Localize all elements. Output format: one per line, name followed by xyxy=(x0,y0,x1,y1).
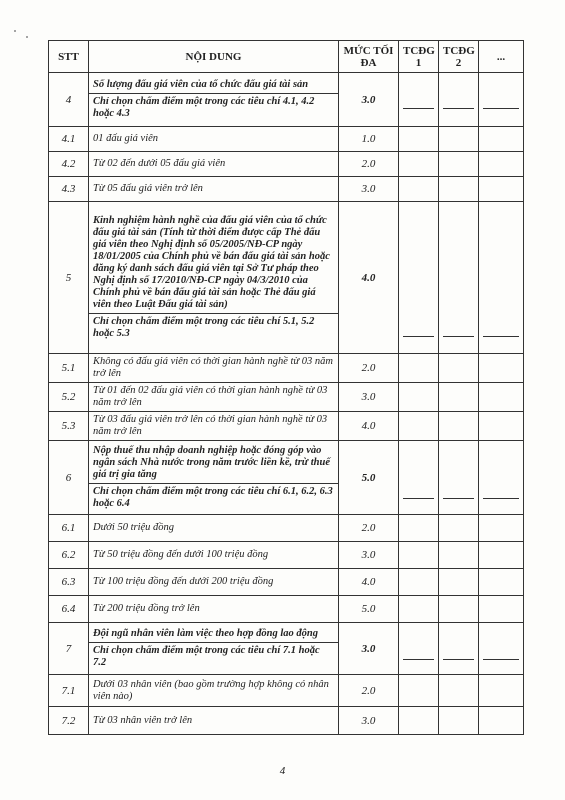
row-max-score: 4.0 xyxy=(339,569,399,596)
row-stt: 4.3 xyxy=(49,177,89,202)
row-content: Từ 01 đến 02 đấu giá viên có thời gian hành nghề từ 03 năm trở lên xyxy=(89,383,339,412)
row-content xyxy=(89,202,339,354)
table-row xyxy=(49,515,524,542)
row-content: Từ 100 triệu đồng đến dưới 200 triệu đồng xyxy=(89,569,339,596)
table-row xyxy=(49,441,524,515)
header-tcdg-2: TCĐG 2 xyxy=(439,41,479,73)
table-row xyxy=(49,596,524,623)
row-stt: 4.1 xyxy=(49,127,89,152)
row-stt: 7.1 xyxy=(49,675,89,707)
row-stt: 7 xyxy=(49,623,89,675)
table-header-row xyxy=(49,41,524,73)
criterion-note: Chỉ chọn chấm điểm một trong các tiêu chí 7.1 hoặc 7.2 xyxy=(93,645,320,668)
row-content: Dưới 03 nhân viên (bao gồm trường hợp không có nhân viên nào) xyxy=(89,675,339,707)
row-content: Từ 03 đấu giá viên trở lên có thời gian hành nghề từ 03 năm trở lên xyxy=(89,412,339,441)
table-row xyxy=(49,73,524,127)
row-stt: 5.2 xyxy=(49,383,89,412)
page-number: 4 xyxy=(279,765,286,777)
row-max-score: 4.0 xyxy=(339,412,399,441)
row-content xyxy=(89,623,339,675)
more-cell xyxy=(479,73,524,127)
header-max-score: MỨC TỐI ĐA xyxy=(339,41,399,73)
row-content: Từ 03 nhân viên trở lên xyxy=(89,707,339,735)
row-max-score: 2.0 xyxy=(339,515,399,542)
table-row xyxy=(49,383,524,412)
tcdg2-cell xyxy=(439,441,479,515)
tcdg1-cell xyxy=(399,202,439,354)
row-stt: 5 xyxy=(49,202,89,354)
table-row xyxy=(49,707,524,735)
row-content: 01 đấu giá viên xyxy=(89,127,339,152)
row-max-score: 3.0 xyxy=(339,623,399,675)
row-max-score: 1.0 xyxy=(339,127,399,152)
table-row xyxy=(49,202,524,354)
criterion-title: Số lượng đấu giá viên của tổ chức đấu giá tài sản xyxy=(89,77,338,94)
table-row xyxy=(49,542,524,569)
row-stt: 6.2 xyxy=(49,542,89,569)
more-cell xyxy=(479,623,524,675)
row-max-score: 5.0 xyxy=(339,596,399,623)
tcdg1-cell xyxy=(399,441,439,515)
criterion-note: Chỉ chọn chấm điểm một trong các tiêu chí 6.1, 6.2, 6.3 hoặc 6.4 xyxy=(93,486,333,509)
scan-artifact-dot xyxy=(14,30,16,32)
tcdg2-cell xyxy=(439,202,479,354)
table-row xyxy=(49,412,524,441)
row-max-score: 4.0 xyxy=(339,202,399,354)
row-stt: 5.1 xyxy=(49,354,89,383)
tcdg1-cell xyxy=(399,73,439,127)
row-stt: 6.1 xyxy=(49,515,89,542)
row-content: Không có đấu giá viên có thời gian hành nghề từ 03 năm trở lên xyxy=(89,354,339,383)
table-row xyxy=(49,623,524,675)
header-tcdg-1: TCĐG 1 xyxy=(399,41,439,73)
table-row xyxy=(49,675,524,707)
table-row xyxy=(49,569,524,596)
row-content: Dưới 50 triệu đồng xyxy=(89,515,339,542)
row-content xyxy=(89,73,339,127)
row-max-score: 3.0 xyxy=(339,383,399,412)
row-max-score: 2.0 xyxy=(339,152,399,177)
criterion-title: Đội ngũ nhân viên làm việc theo hợp đồng lao động xyxy=(89,626,338,643)
scan-artifact-dot xyxy=(26,36,28,38)
header-more: ... xyxy=(479,41,524,73)
criterion-title: Nộp thuế thu nhập doanh nghiệp hoặc đóng góp vào ngân sách Nhà nước trong năm trước liền kề, trừ thuế giá trị gia tăng xyxy=(89,443,338,484)
row-max-score: 2.0 xyxy=(339,675,399,707)
more-cell xyxy=(479,202,524,354)
row-stt: 6 xyxy=(49,441,89,515)
row-max-score: 2.0 xyxy=(339,354,399,383)
more-cell xyxy=(479,441,524,515)
row-content: Từ 50 triệu đồng đến dưới 100 triệu đồng xyxy=(89,542,339,569)
tcdg2-cell xyxy=(439,73,479,127)
row-max-score: 5.0 xyxy=(339,441,399,515)
table-row xyxy=(49,152,524,177)
criterion-note: Chỉ chọn chấm điểm một trong các tiêu chí 4.1, 4.2 hoặc 4.3 xyxy=(93,96,315,119)
criterion-note: Chỉ chọn chấm điểm một trong các tiêu chí 5.1, 5.2 hoặc 5.3 xyxy=(93,316,315,339)
row-stt: 6.3 xyxy=(49,569,89,596)
row-content: Từ 05 đấu giá viên trở lên xyxy=(89,177,339,202)
row-content xyxy=(89,441,339,515)
row-max-score: 3.0 xyxy=(339,73,399,127)
row-max-score: 3.0 xyxy=(339,707,399,735)
row-stt: 5.3 xyxy=(49,412,89,441)
tcdg1-cell xyxy=(399,623,439,675)
tcdg2-cell xyxy=(439,623,479,675)
row-stt: 7.2 xyxy=(49,707,89,735)
criteria-table xyxy=(48,40,524,735)
table-row xyxy=(49,177,524,202)
row-max-score: 3.0 xyxy=(339,177,399,202)
header-content: NỘI DUNG xyxy=(89,41,339,73)
row-max-score: 3.0 xyxy=(339,542,399,569)
row-stt: 4 xyxy=(49,73,89,127)
row-stt: 4.2 xyxy=(49,152,89,177)
row-content: Từ 02 đến dưới 05 đấu giá viên xyxy=(89,152,339,177)
header-stt: STT xyxy=(49,41,89,73)
table-row xyxy=(49,127,524,152)
row-content: Từ 200 triệu đồng trở lên xyxy=(89,596,339,623)
table-row xyxy=(49,354,524,383)
criterion-title: Kinh nghiệm hành nghề của đấu giá viên của tổ chức đấu giá tài sản (Tính từ thời điểm được cấp Thẻ đấu giá viên theo Nghị định số 05/2005/NĐ-CP ngày 18/01/2005 của Chính phủ về bán đấu giá tài sản hoặc đăng ký danh sách đấu giá viên tại Sở Tư pháp theo Nghị định số 17/2010/NĐ-CP ngày 04/3/2010 của Chính phủ về bán đấu giá tài sản hoặc Thẻ đấu giá viên theo Luật Đấu giá tài sản) xyxy=(89,213,338,314)
row-stt: 6.4 xyxy=(49,596,89,623)
